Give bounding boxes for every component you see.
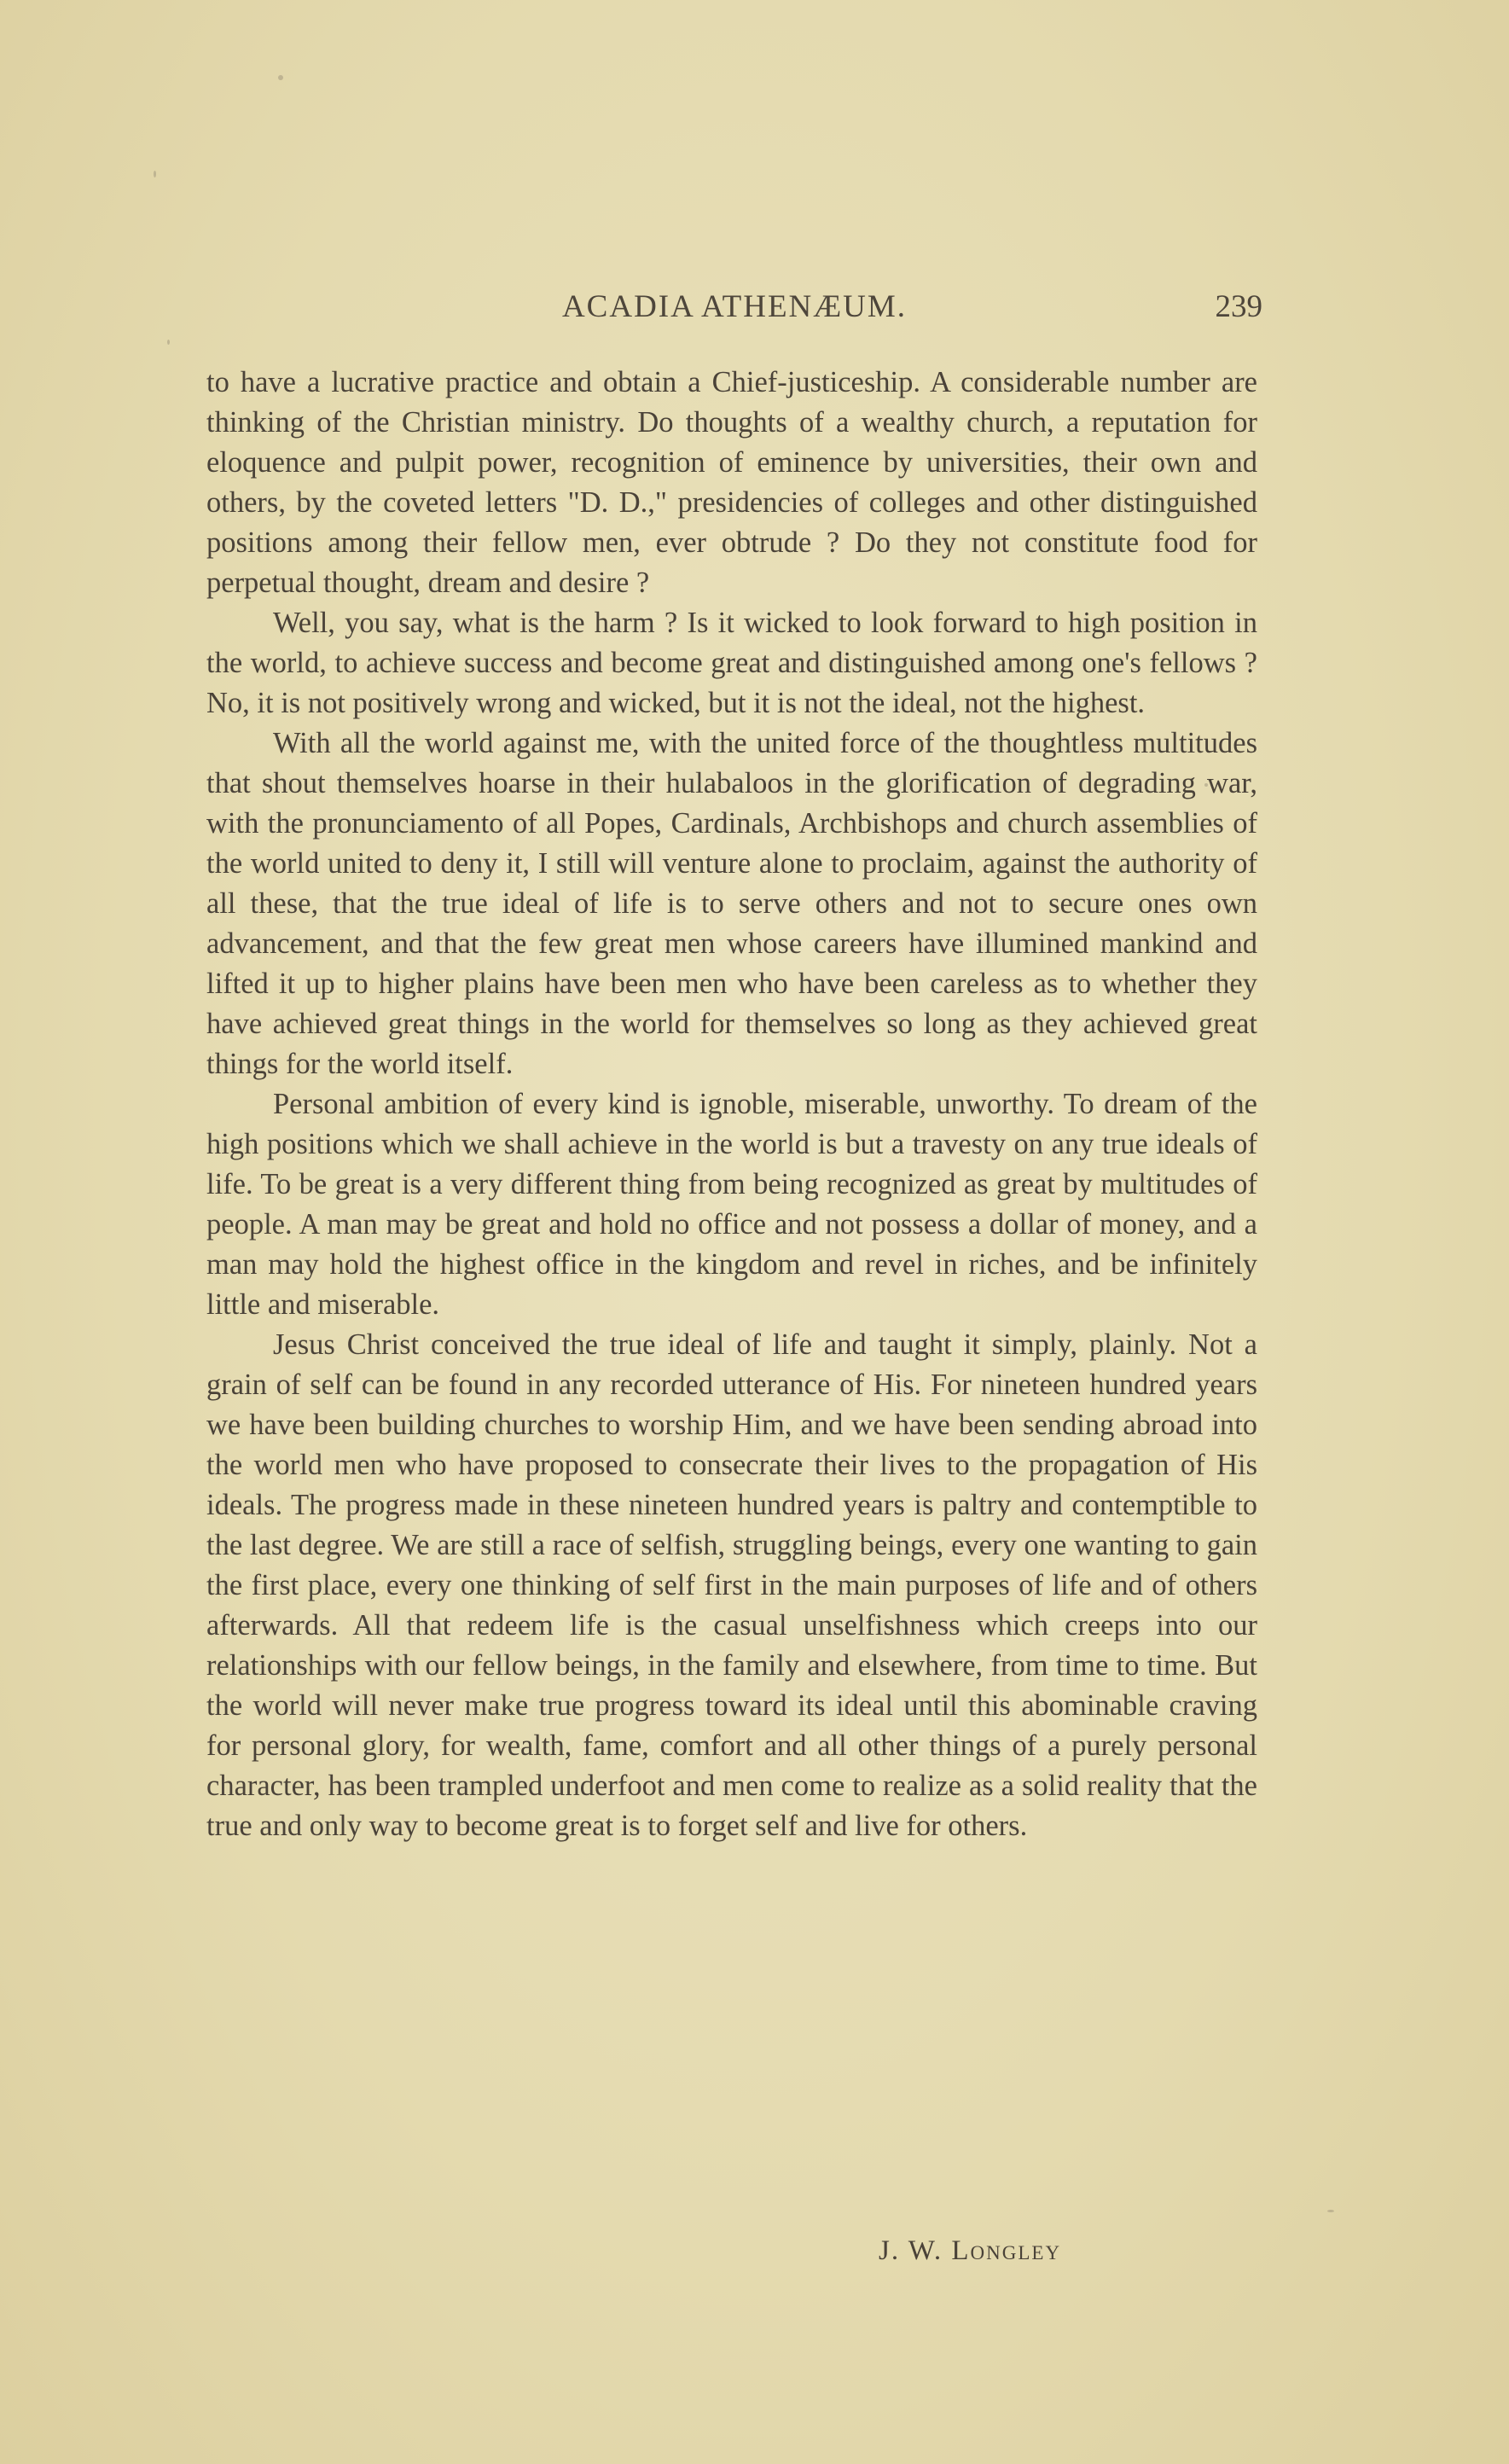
running-header [206, 288, 1262, 331]
paragraph-2: Well, you say, what is the harm ? Is it wicked to look forward to high position in the world, to achieve success and become great and distinguished among one's fellows ? No, it is not positively wrong and wicked, but it is not the ideal, not the highest. [206, 607, 1257, 719]
paragraph-5: Jesus Christ conceived the true ideal of life and taught it simply, plainly. Not a grain of self can be found in any recorded utterance of His. For nineteen hundred years we have been building churches to worship Him, and we have been sending abroad into the world men who have proposed to consecrate their lives to the propagation of His ideals. The progress made in these nineteen hundred years is paltry and contemptible to the last degree. We are still a race of selfish, struggling beings, every one wanting to gain the first place, every one thinking of self first in the main purposes of life and of others afterwards. All that redeem life is the casual unselfishness which creeps into our relationships with our fellow beings, in the family and elsewhere, from time to time. But the world will never make true progress toward its ideal until this abominable craving for personal glory, for wealth, fame, comfort and all other things of a purely personal character, has been trampled underfoot and men come to realize as a solid reality that the true and only way to become great is to forget self and live for others. [206, 1328, 1257, 1842]
paragraph-3: With all the world against me, with the united force of the thoughtless multitudes that shout themselves hoarse in their hulabaloos in the glorification of degrading war, with the pronunciamento of all Popes, Cardinals, Archbishops and church assemblies of the world united to deny it, I still will venture alone to proclaim, against the authority of all these, that the true ideal of life is to serve others and not to secure ones own advancement, and that the few great men whose careers have illumined mankind and lifted it up to higher plains have been men who have been careless as to whether they have achieved great things in the world for themselves so long as they achieved great things for the world itself. [206, 727, 1257, 1080]
paper-speck [154, 171, 156, 177]
paper-speck [278, 75, 283, 80]
paragraph-4: Personal ambition of every kind is ignoble, miserable, unworthy. To dream of the high positions which we shall achieve in the world is but a travesty on any true ideals of life. To be great is a very different thing from being recognized as great by multitudes of people. A man may be great and hold no office and not possess a dollar of money, and a man may hold the highest office in the kingdom and revel in riches, and be infinitely little and miserable. [206, 1088, 1257, 1321]
paper-speck [167, 340, 170, 345]
article-body [206, 363, 1257, 1846]
page-number: 239 [1215, 289, 1262, 324]
journal-title: ACADIA ATHENÆUM. [561, 289, 908, 324]
author-signature: J. W. Longley [879, 2235, 1062, 2266]
paragraph-1: to have a lucrative practice and obtain a Chief-justiceship. A considerable number are thinking of the Christian ministry. Do thoughts of a wealthy church, a reputation for eloquence and pulpit power, recognition of eminence by universities, their own and others, by the coveted letters "D. D.," presidencies of colleges and other distinguished positions among their fellow men, ever obtrude ? Do they not constitute food for perpetual thought, dream and desire ? [206, 366, 1257, 599]
paper-speck [1327, 2210, 1334, 2212]
